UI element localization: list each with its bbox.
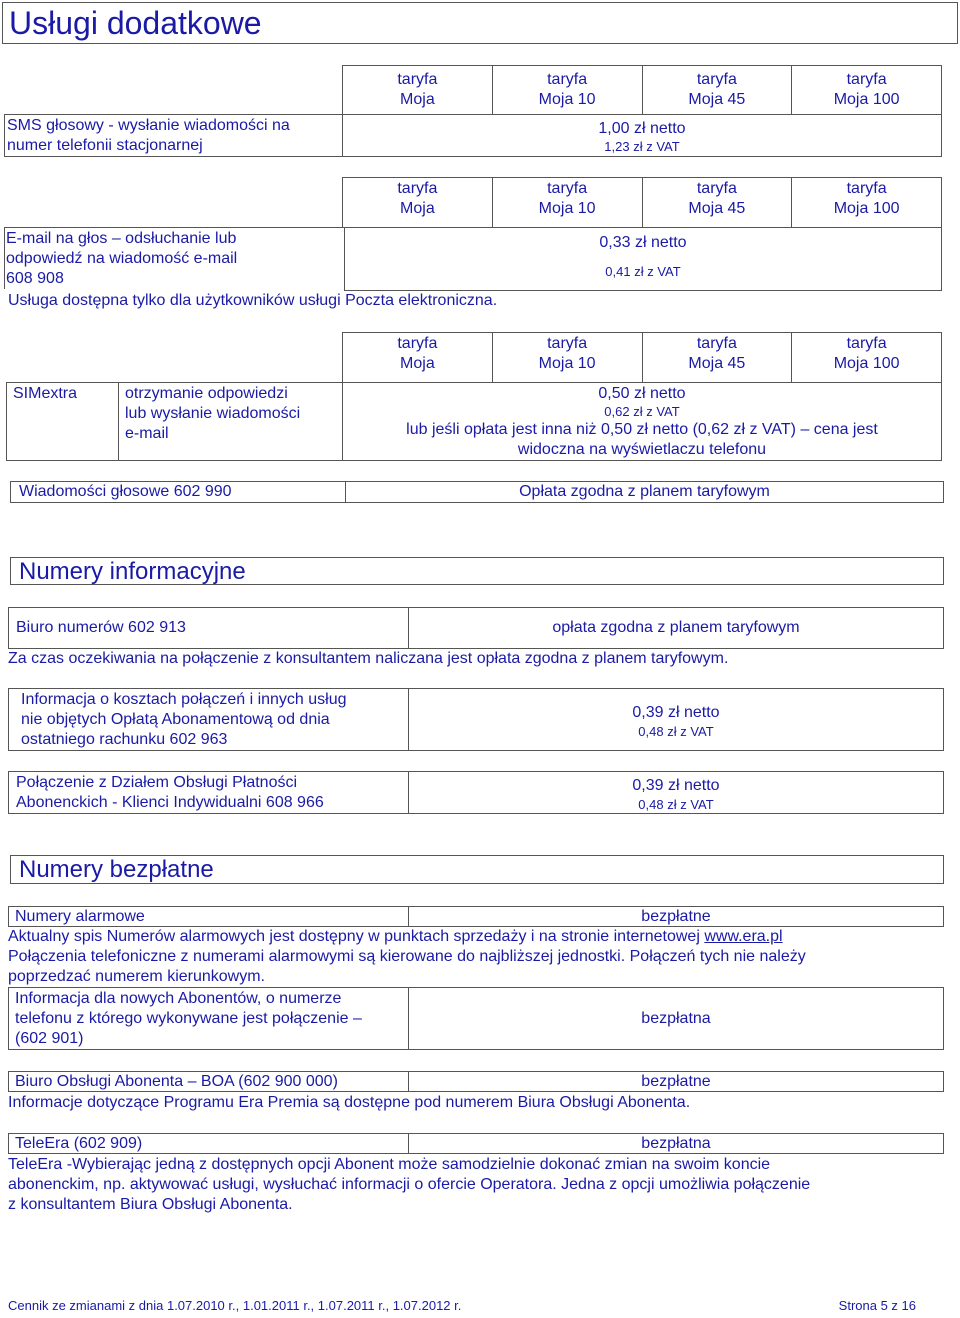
simextra-divider-1 <box>118 383 119 460</box>
email-price: 0,33 zł netto 0,41 zł z VAT <box>599 234 687 279</box>
biuro-label: Biuro numerów 602 913 <box>16 619 186 636</box>
tariff-col-moja10: taryfa Moja 10 <box>493 333 643 382</box>
nowi-label: Informacja dla nowych Abonentów, o numerze telefonu z którego wykonywane jest połączenie – (602 901) <box>15 990 362 1047</box>
boa-label: Biuro Obsługi Abonenta – BOA (602 900 000) <box>15 1073 338 1090</box>
boa-note: Informacje dotyczące Programu Era Premia są dostępne pod numerem Biura Obsługi Abonenta. <box>8 1094 691 1111</box>
platnosci-row <box>8 771 944 814</box>
platnosci-price: 0,39 zł netto 0,48 zł z VAT <box>632 777 720 812</box>
alarm-row <box>8 906 944 927</box>
email-label: E-mail na głos – odsłuchanie lub odpowiedź na wiadomość e-mail 608 908 <box>6 230 238 287</box>
nowi-row <box>8 987 944 1050</box>
info-section-title: Numery informacyjne <box>19 558 246 585</box>
tariff-col-moja45: taryfa Moja 45 <box>643 66 793 114</box>
teleera-value: bezpłatna <box>641 1135 711 1152</box>
koszt-label: Informacja o kosztach połączeń i innych usług nie objętych Opłatą Abonamentową od dnia ostatniego rachunku 602 963 <box>21 691 347 748</box>
sms-row <box>4 114 942 157</box>
page-title: Usługi dodatkowe <box>9 5 262 41</box>
simextra-desc: otrzymanie odpowiedzi lub wysłanie wiadomości e-mail <box>125 385 301 442</box>
era-link[interactable]: www.era.pl <box>704 928 783 945</box>
email-price-box <box>344 227 942 291</box>
nowi-value: bezpłatna <box>641 1010 711 1027</box>
email-note: Usługa dostępna tylko dla użytkowników usługi Poczta elektroniczna. <box>8 292 498 309</box>
alarm-note: Aktualny spis Numerów alarmowych jest dostępny w punktach sprzedaży i na stronie internetowej www.era.pl Połączenia telefoniczne z numerami alarmowymi są kierowane do najbliższej jednostki. Połączeń tych nie należy poprzedzać numerem kierunkowym. <box>8 928 806 985</box>
teleera-label: TeleEra (602 909) <box>15 1135 143 1152</box>
teleera-row <box>8 1133 944 1154</box>
tariff-col-moja45: taryfa Moja 45 <box>643 178 793 227</box>
tariff-col-moja45: taryfa Moja 45 <box>643 333 793 382</box>
koszt-price: 0,39 zł netto 0,48 zł z VAT <box>632 704 720 739</box>
tariff-header-simextra <box>342 332 942 383</box>
tariff-col-moja100: taryfa Moja 100 <box>833 180 900 217</box>
koszt-row <box>8 688 944 751</box>
simextra-name: SIMextra <box>13 385 78 402</box>
email-left-line <box>4 227 5 289</box>
voicemail-row <box>10 481 944 503</box>
footer-page-number: Strona 5 z 16 <box>838 1298 916 1313</box>
page-title-box <box>2 2 958 44</box>
alarm-label: Numery alarmowe <box>15 908 145 925</box>
tariff-header-email <box>342 177 942 228</box>
voicemail-label: Wiadomości głosowe 602 990 <box>19 483 232 500</box>
tariff-col-moja10: taryfa Moja 10 <box>493 178 643 227</box>
simextra-price: 0,50 zł netto 0,62 zł z VAT lub jeśli opłata jest inna niż 0,50 zł netto (0,62 zł z VAT) – cena jest widoczna na wyświetlaczu telefonu <box>406 385 878 458</box>
tariff-header-sms <box>342 65 942 115</box>
teleera-note: TeleEra -Wybierając jedną z dostępnych opcji Abonent może samodzielnie dokonać zmian na swoim koncie abonenckim, np. aktywować usługi, wysłuchać informacji o ofercie Operatora. Jedna z opcji umożliwia połączenie z konsultantem Biura Obsługi Abonenta. <box>8 1156 811 1213</box>
tariff-col-moja: taryfa Moja <box>343 333 493 382</box>
info-section-title-box <box>10 557 944 585</box>
biuro-note: Za czas oczekiwania na połączenie z konsultantem naliczana jest opłata zgodna z planem taryfowym. <box>8 650 729 667</box>
platnosci-label: Połączenie z Działem Obsługi Płatności Abonenckich - Klienci Indywidualni 608 966 <box>16 774 324 811</box>
alarm-value: bezpłatne <box>641 908 711 925</box>
boa-row <box>8 1071 944 1092</box>
tariff-col-moja: taryfa Moja <box>343 66 493 114</box>
biuro-row <box>8 607 944 649</box>
boa-value: bezpłatne <box>641 1073 711 1090</box>
tariff-col-moja100: taryfa Moja 100 <box>833 71 900 108</box>
tariff-col-moja: taryfa Moja <box>343 178 493 227</box>
voicemail-value: Opłata zgodna z planem taryfowym <box>519 483 770 500</box>
sms-price: 1,00 zł netto 1,23 zł z VAT <box>598 120 686 154</box>
biuro-value: opłata zgodna z planem taryfowym <box>552 619 800 636</box>
free-section-title: Numery bezpłatne <box>19 856 214 883</box>
tariff-col-moja100: taryfa Moja 100 <box>833 335 900 372</box>
simextra-row <box>6 382 942 461</box>
tariff-col-moja10: taryfa Moja 10 <box>493 66 643 114</box>
footer-left: Cennik ze zmianami z dnia 1.07.2010 r., 1.01.2011 r., 1.07.2011 r., 1.07.2012 r. <box>8 1298 462 1313</box>
free-section-title-box <box>10 855 944 884</box>
sms-label: SMS głosowy - wysłanie wiadomości na numer telefonii stacjonarnej <box>7 117 290 154</box>
